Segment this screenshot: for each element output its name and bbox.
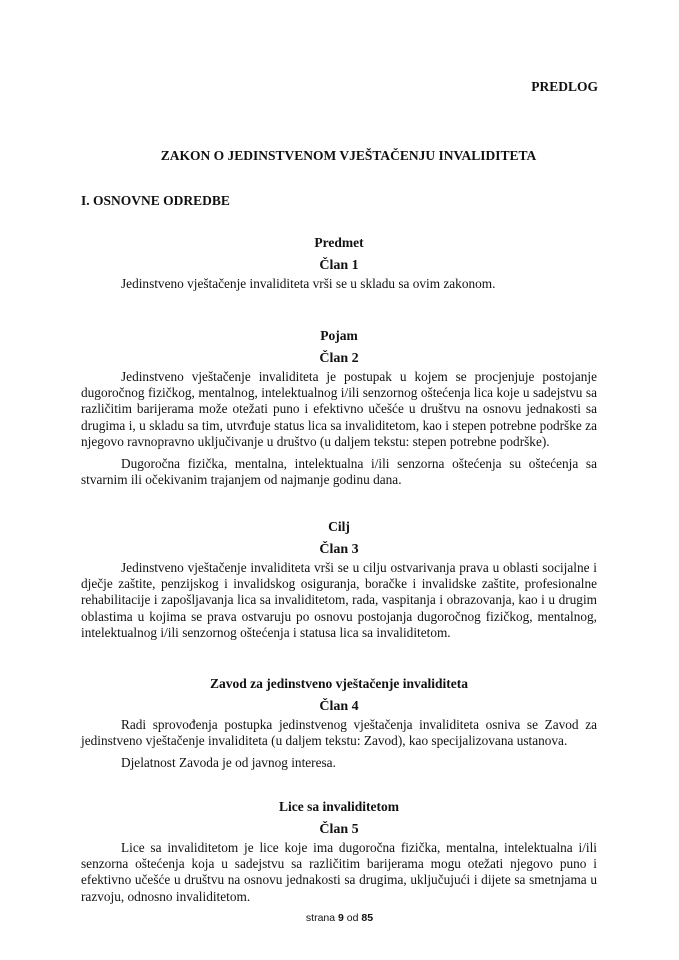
footer-total-pages: 85 [361,912,374,924]
article-1 [81,235,597,292]
page-footer [0,912,679,924]
article-paragraph: Jedinstveno vještačenje invaliditeta vrši se u skladu sa ovim zakonom. [121,276,496,291]
article-number: Član 2 [319,351,359,366]
article-heading: Predmet [314,235,364,250]
article-5 [81,799,597,905]
article-paragraph: Radi sprovođenja postupka jedinstvenog vještačenja invaliditeta osniva se Zavod za jedinstveno vještačenje invaliditeta (u daljem tekstu: Zavod), kao specijalizovana ustanova. [81,717,597,749]
article-number: Član 4 [319,699,359,714]
article-2 [81,328,597,488]
document-title: ZAKON O JEDINSTVENOM VJEŠTAČENJU INVALIDITETA [160,148,537,163]
article-number: Član 3 [319,542,359,557]
article-heading: Zavod za jedinstveno vještačenje invaliditeta [210,676,468,691]
footer-prefix: strana [305,912,336,924]
article-paragraph: Jedinstveno vještačenje invaliditeta je postupak u kojem se procjenjuje postojanje dugoročnog fizičkog, mentalnog, intelektualnog i/ili senzornog oštećenja lica koje u sadejstvu sa različitim barijerama može otežati puno i efektivno učešće u društvu na osnovu jednakosti sa drugima i, u skladu sa tim, utvrđuje status lica sa invaliditetom, kao i stepen potrebne podrške za njegovo ravnopravno uključivanje u društvo (u daljem tekstu: stepen potrebne podrške). [81,369,597,449]
article-heading: Pojam [320,328,358,343]
article-paragraph: Lice sa invaliditetom je lice koje ima dugoročna fizička, mentalna, intelektualna i/ili senzorna oštećenja koja u sadejstvu sa različitim barijerama mogu otežati njegovo puno i efektivno učešće u društvu na osnovu jednakosti sa drugima, uključujući i dijete sa smetnjama u razvoju, odnosno invaliditetom. [81,840,597,904]
footer-current-page: 9 [338,912,344,924]
article-number: Član 5 [319,822,359,837]
article-paragraph: Jedinstveno vještačenje invaliditeta vrši se u cilju ostvarivanja prava u oblasti socijalne i dječje zaštite, penzijskog i invalidskog osiguranja, boračke i invalidske zaštite, profesionalne rehabilitacije i zapošljavanja lica sa invaliditetom, rada, vaspitanja i obrazovanja, kao i u drugim oblastima u kojima se prava ostvaruju po osnovu postojanja dugoročnog fizičkog, mentalnog, intelektualnog i/ili senzornog oštećenja i statusa lica sa invaliditetom. [81,560,597,640]
article-heading: Lice sa invaliditetom [279,799,399,814]
article-heading: Cilj [328,519,350,534]
footer-separator: od [346,912,359,924]
article-4 [81,676,597,772]
document-label: PREDLOG [531,79,598,94]
section-heading: I. OSNOVNE ODREDBE [81,193,230,208]
article-paragraph: Dugoročna fizička, mentalna, intelektualna i/ili senzorna oštećenja su oštećenja sa stvarnim ili očekivanim trajanjem od najmanje godinu dana. [81,456,597,488]
article-number: Član 1 [319,258,359,273]
article-3 [81,519,597,641]
article-paragraph: Djelatnost Zavoda je od javnog interesa. [121,755,336,771]
